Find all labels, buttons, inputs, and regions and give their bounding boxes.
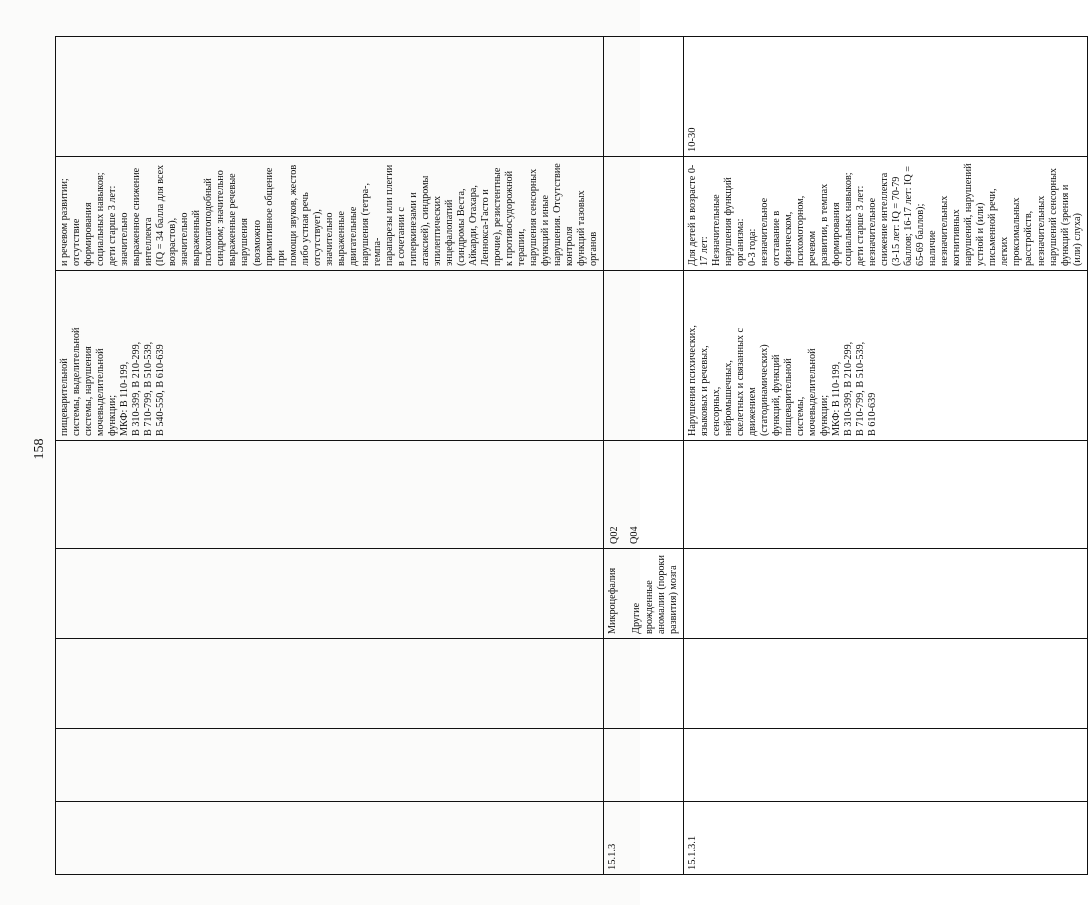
cell-impairments: [604, 271, 683, 441]
cell-row-number: 15.1.3: [604, 802, 683, 875]
cell-criteria: и речевом развитии; отсутствие формирования социальных навыков; дети старше 3 лет: значительно выраженное снижение интеллекта (IQ = 34 балла для всех возрастов), значительно выраженный психопатоподобный синдром; значительно выраженные речевые нарушения (возможно примитивное общение при помощи звуков, жестов либо устная речь отсутствует), значительно выраженные двигательные нарушения (тетра-, гемпа- парапарезы или плегии в сочетании с гиперкинезами и атаксией), синдромы эпилептических энцефалопатий (синдромы Веста, Айкарди, Отахара, Леннокса-Гасто и прочие), резистентные к противосудорожной терапии, нарушения сенсорных функций и иные нарушения. Отсутствие контроля функций тазовых органов: [56, 157, 604, 271]
cell-empty-a: [56, 729, 604, 802]
cell-empty-a: [604, 729, 683, 802]
cell-disease-name: [683, 549, 1087, 639]
cell-impairments: Нарушения психических, языковых и речевых, сенсорных, нейромышечных, скелетных и связанных с движением (статодинамических) функций, функций пищеварительной системы, мочевыделительной функции; МКФ: В 110-199, В 310-399, В 210-299, В 710-799, В 510-539, В 610-639: [683, 271, 1087, 441]
page-number: 158: [32, 438, 47, 460]
mkb-code: Q02: [609, 526, 621, 544]
cell-mkb-codes: [683, 441, 1087, 549]
cell-empty-b: [683, 639, 1087, 729]
table-rotation-wrapper: [55, 37, 1083, 875]
cell-row-number: 15.1.3.1: [683, 802, 1087, 875]
cell-empty-b: [604, 639, 683, 729]
cell-criteria: [604, 157, 683, 271]
cell-criteria: Для детей в возрасте 0-17 лет: Незначительные нарушения функций организма: 0-3 года: незначительное отставание в физическом, психомоторном, речевом развитии, в темпах формирования социальных навыков; дети старше 3 лет: незначительное снижение интеллекта (3-15 лет: IQ = 70-79 баллов; 16-17 лет: IQ = 65-69 баллов); наличие незначительных когнитивных нарушений, нарушений устной и (или) письменной речи, легких проксимальных расстройств, незначительных нарушений сенсорных функций (зрения и (или) слуха): [683, 157, 1087, 271]
cell-disease-name: Микроцефалия Другие врожденные аномалии (пороки развития) мозга: [604, 549, 683, 639]
cell-empty-a: [683, 729, 1087, 802]
cell-mkb-codes: [604, 441, 683, 549]
cell-empty-b: [56, 639, 604, 729]
cell-percent: 10-30: [683, 37, 1087, 157]
cell-percent: [604, 37, 683, 157]
cell-percent: [56, 37, 604, 157]
table-row-15-1-3-1: [683, 37, 1087, 875]
cell-impairments: пищеварительной системы, выделительной системы, нарушения мочевыделительной функции; МКФ: В 110-199, В 310-399, В 210-299, В 710-799, В 510-539, В 540-550, В 610-639: [56, 271, 604, 441]
cell-disease-name: [56, 549, 604, 639]
cell-mkb-codes: [56, 441, 604, 549]
disability-criteria-table: [55, 36, 1088, 875]
table-row-15-1-3: [604, 37, 683, 875]
table-row-continuation: [56, 37, 604, 875]
mkb-code: Q04: [629, 526, 641, 544]
cell-row-number: [56, 802, 604, 875]
